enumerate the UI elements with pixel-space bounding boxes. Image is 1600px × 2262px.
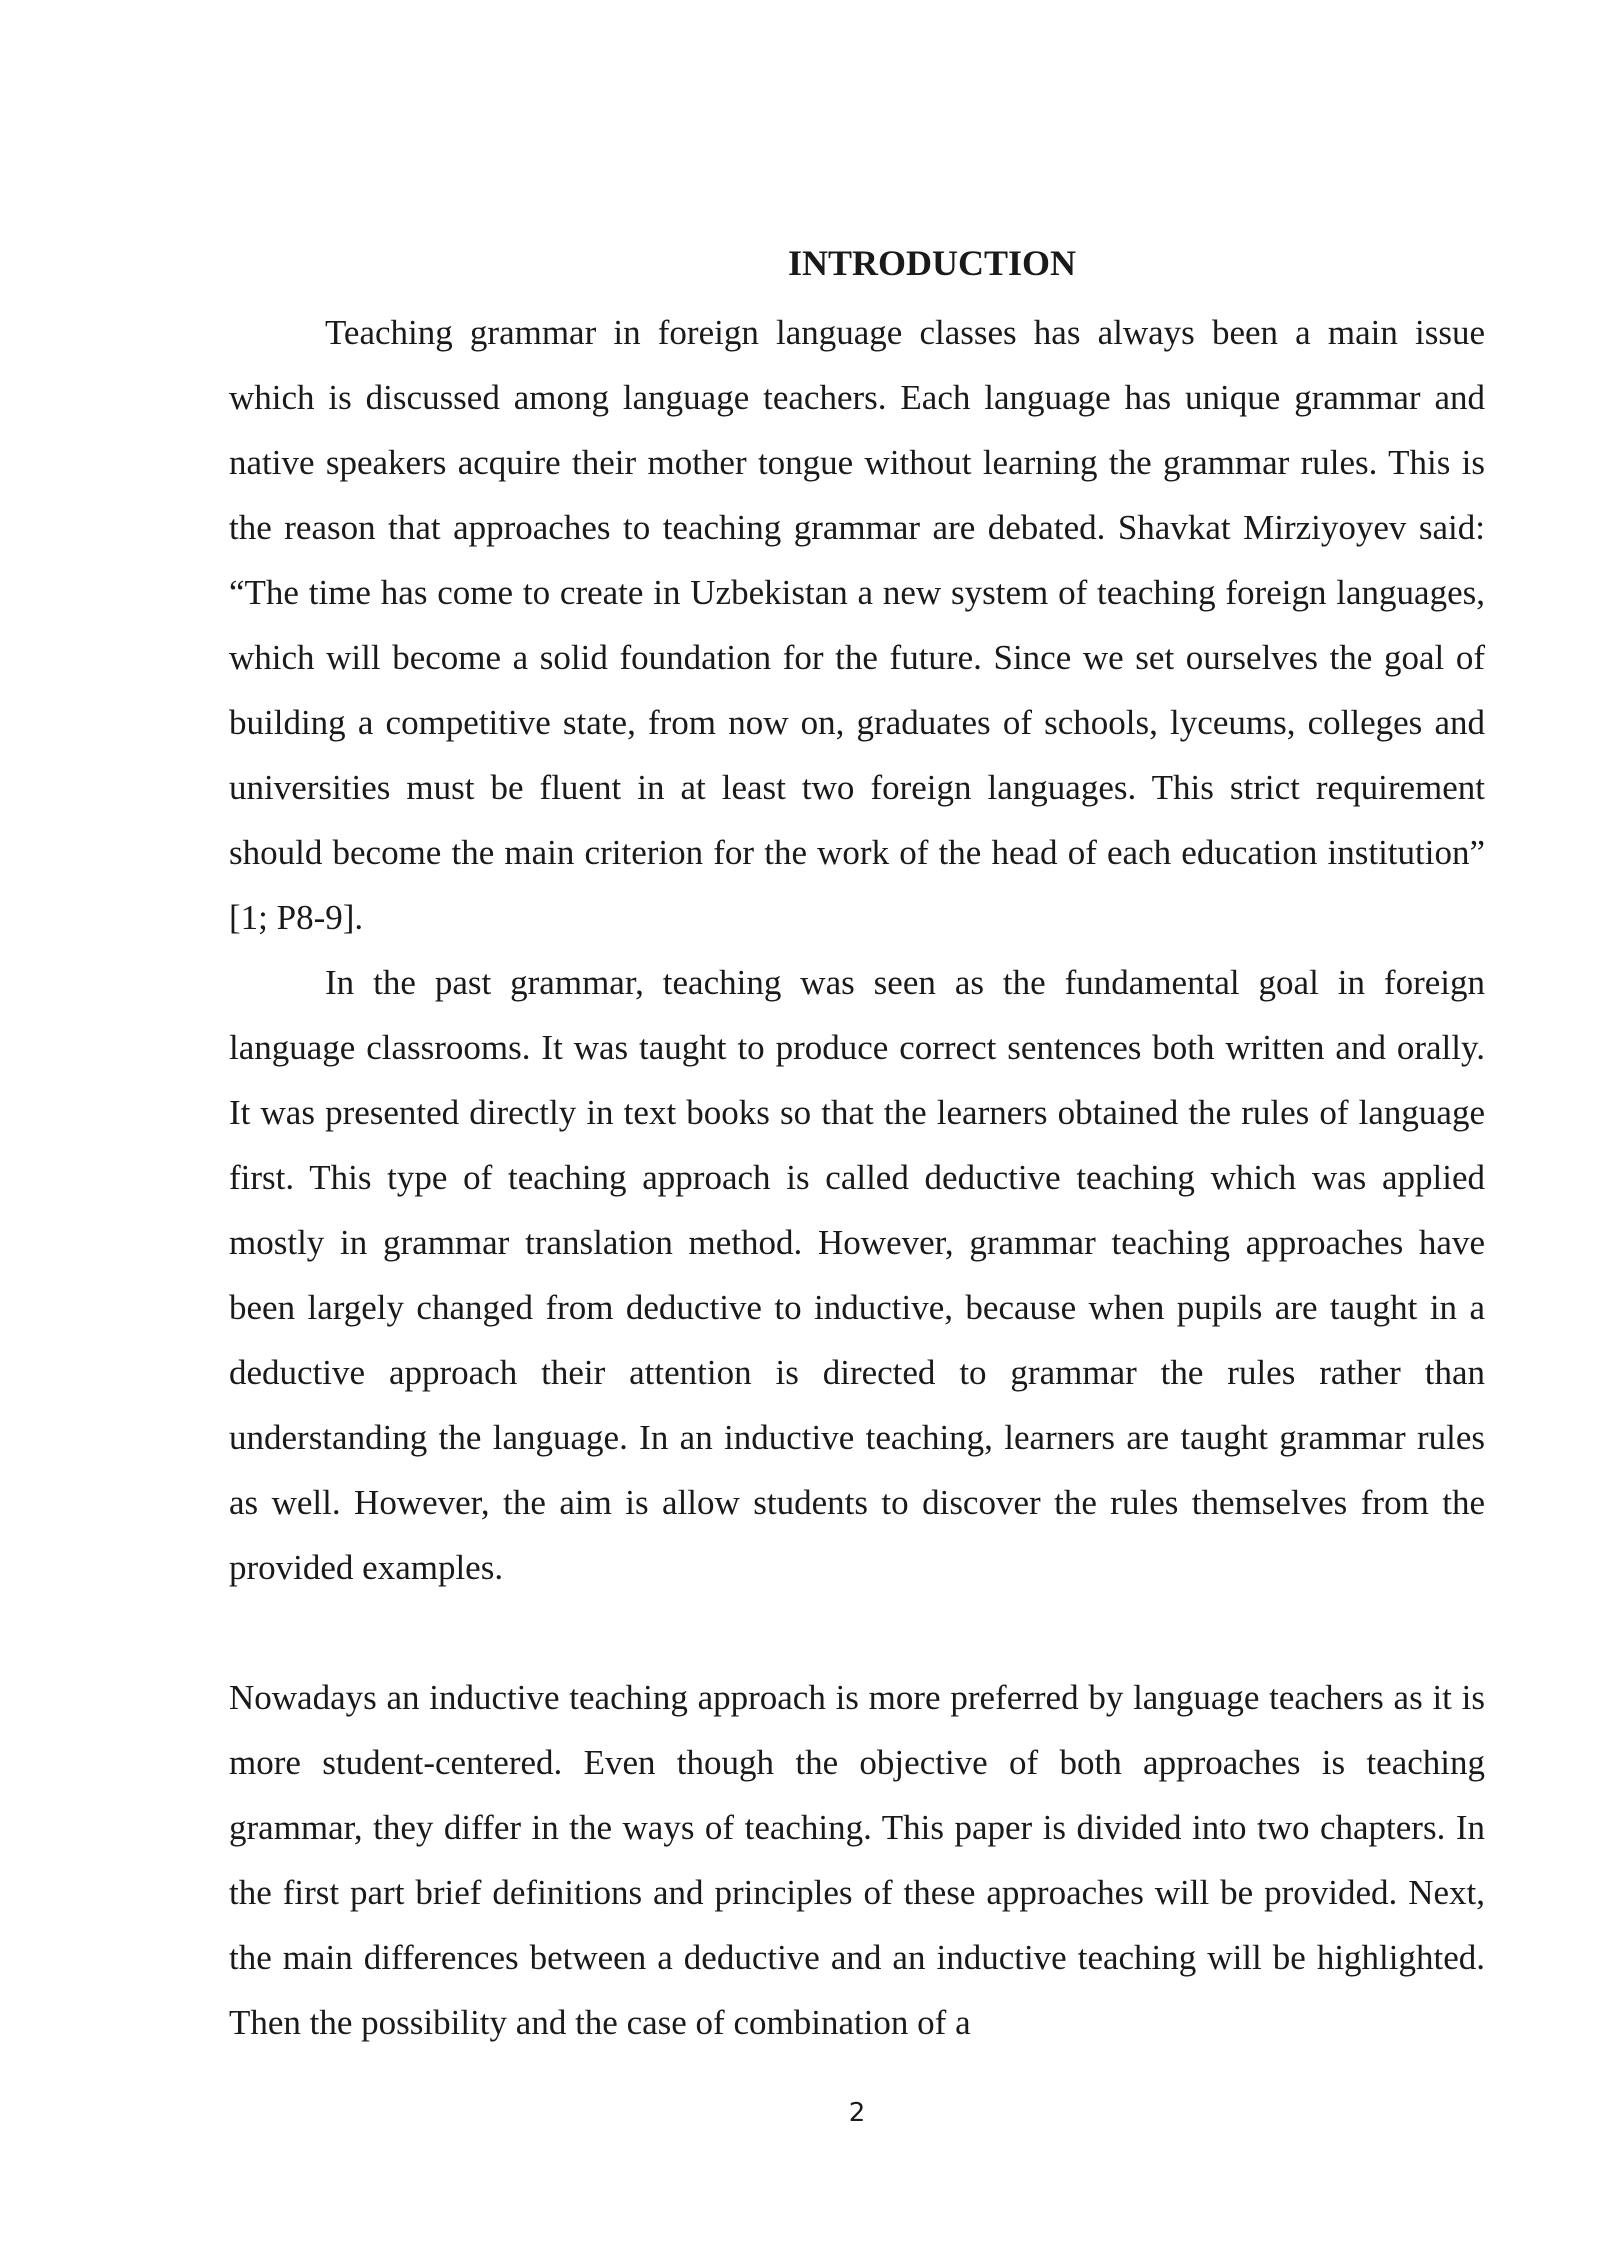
paragraph-1: Teaching grammar in foreign language classes has always been a main issue which is discussed among language teachers. Each language has unique grammar and native speakers acquire their mother tongue without learning the grammar rules. This is the reason that approaches to teaching grammar are debated. Shavkat Mirziyoyev said: “The time has come to create in Uzbekistan a new system of teaching foreign languages, which will become a solid foundation for the future. Since we set ourselves the goal of building a competitive state, from now on, graduates of schools, lyceums, colleges and universities must be fluent in at least two foreign languages. This strict requirement should become the main criterion for the work of the head of each education institution” [1; P8-9].: [229, 313, 1485, 937]
paragraph-2: In the past grammar, teaching was seen as the fundamental goal in foreign language classrooms. It was taught to produce correct sentences both written and orally. It was presented directly in text books so that the learners obtained the rules of language first. This type of teaching approach is called deductive teaching which was applied mostly in grammar translation method. However, grammar teaching approaches have been largely changed from deductive to inductive, because when pupils are taught in a deductive approach their attention is directed to grammar the rules rather than understanding the language. In an inductive teaching, learners are taught grammar rules as well. However, the aim is allow students to discover the rules themselves from the provided examples.: [229, 963, 1485, 1587]
paragraph-3: Nowadays an inductive teaching approach is more preferred by language teachers as it is more student-centered. Even though the objective of both approaches is teaching grammar, they differ in the ways of teaching. This paper is divided into two chapters. In the first part brief definitions and principles of these approaches will be provided. Next, the main differences between a deductive and an inductive teaching will be highlighted. Then the possibility and the case of combination of a: [229, 1678, 1485, 2042]
paragraph-spacer: [229, 1600, 1485, 1665]
page-content: [229, 236, 1485, 2055]
page-title: INTRODUCTION: [787, 243, 1077, 283]
page-number: 2: [848, 2098, 866, 2128]
